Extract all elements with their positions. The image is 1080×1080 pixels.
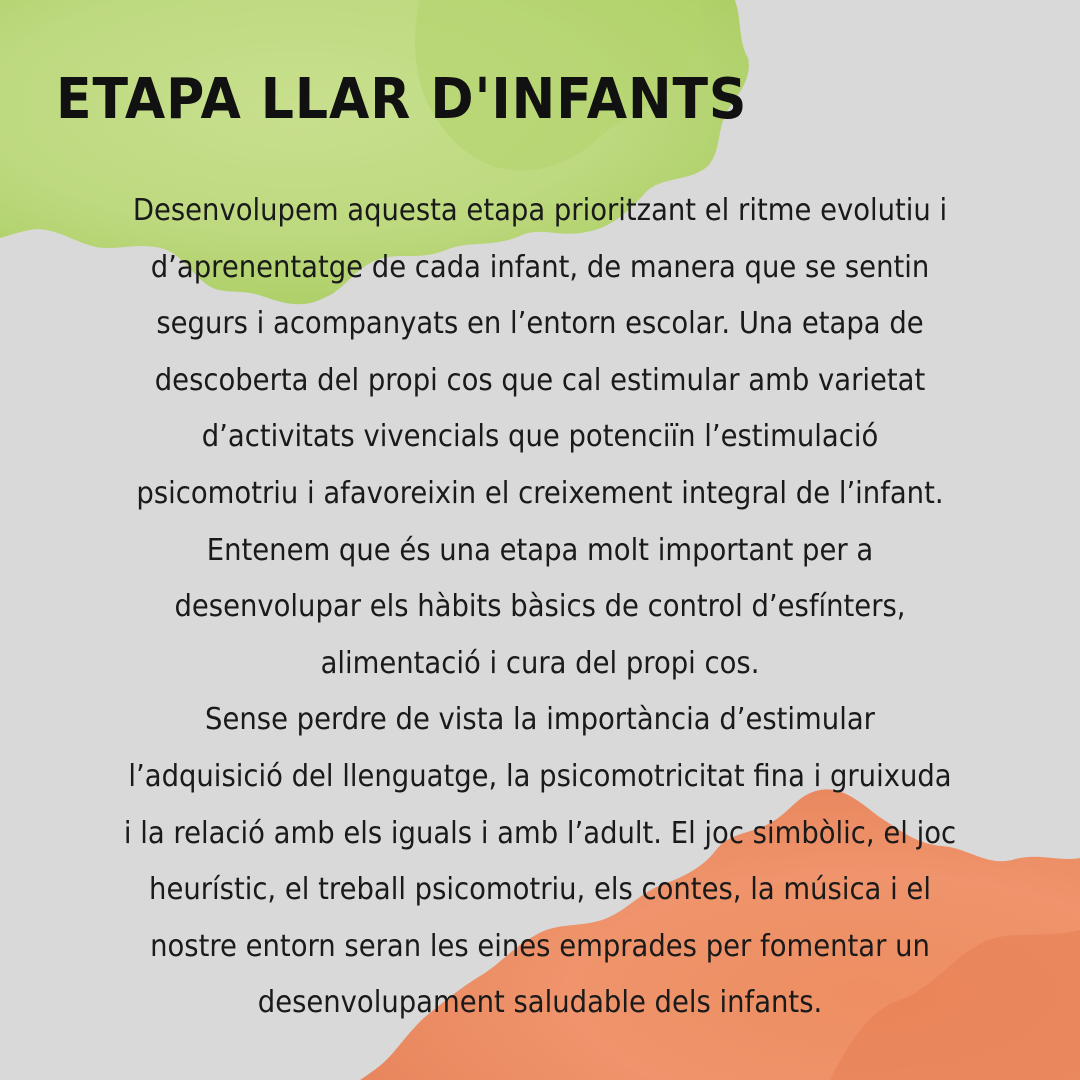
text-line: descoberta del propi cos que cal estimular amb varietat [154, 362, 926, 398]
text-line: heurístic, el treball psicomotriu, els contes, la música i el [149, 872, 931, 908]
text-line: alimentació i cura del propi cos. [320, 645, 760, 681]
text-line: psicomotriu i afavoreixin el creixement integral de l’infant. [136, 475, 944, 511]
page-title: ETAPA LLAR D'INFANTS [56, 67, 748, 132]
body-paragraph [40, 183, 1040, 1032]
text-line: d’aprenentatge de cada infant, de manera que se sentin [150, 249, 930, 285]
text-line: segurs i acompanyats en l’entorn escolar. Una etapa de [156, 306, 924, 342]
text-line: desenvolupar els hàbits bàsics de control d’esfínters, [174, 589, 906, 625]
text-line: l’adquisició del llenguatge, la psicomotricitat fina i gruixuda [128, 758, 952, 794]
text-line: d’activitats vivencials que potenciïn l’estimulació [201, 419, 879, 455]
text-line: Sense perdre de vista la importància d’estimular [205, 702, 875, 738]
text-line: i la relació amb els iguals i amb l’adult. El joc simbòlic, el joc [123, 815, 957, 851]
text-line: nostre entorn seran les eines emprades per fomentar un [150, 928, 930, 964]
text-line: Desenvolupem aquesta etapa prioritzant el ritme evolutiu i [132, 193, 948, 228]
text-line: desenvolupament saludable dels infants. [257, 985, 823, 1021]
text-line: Entenem que és una etapa molt important per a [206, 532, 874, 568]
